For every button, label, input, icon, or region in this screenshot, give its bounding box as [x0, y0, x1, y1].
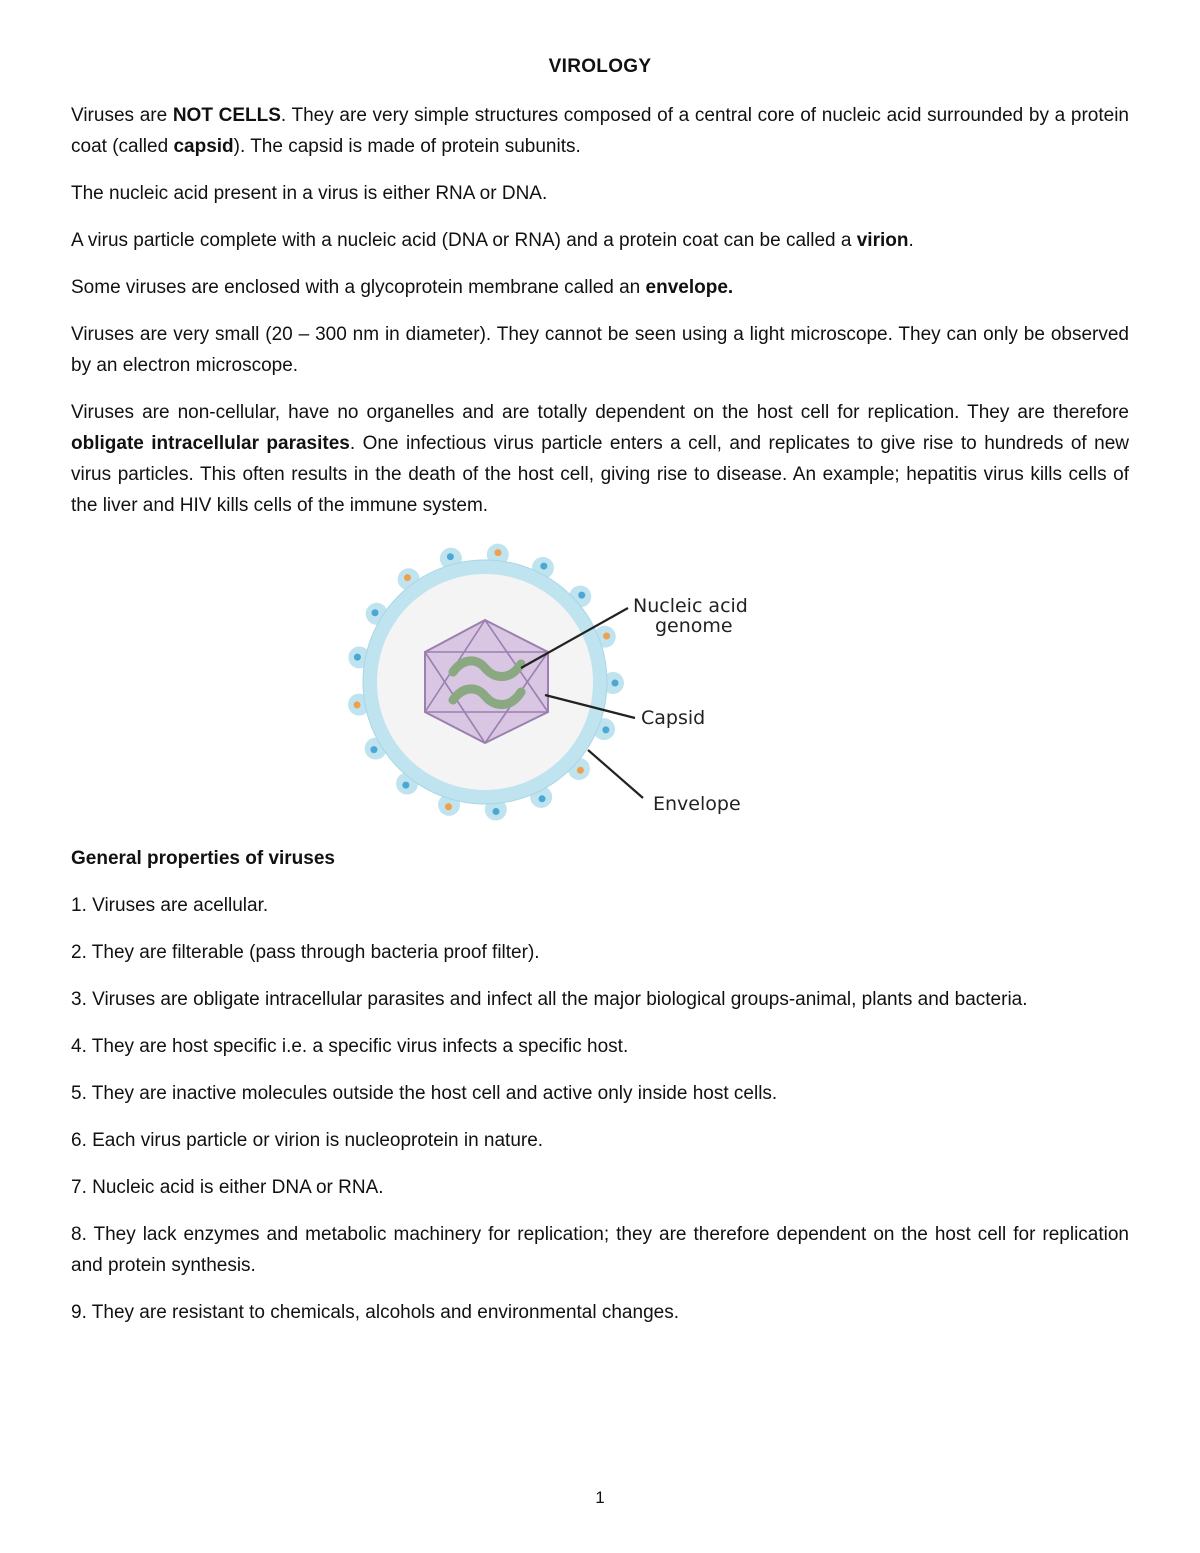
spike-glycoprotein	[404, 574, 411, 581]
intro-paragraph-3: A virus particle complete with a nucleic acid (DNA or RNA) and a protein coat can be called a virion.	[71, 230, 914, 251]
property-item-6: 6. Each virus particle or virion is nucleoprotein in nature.	[71, 1130, 544, 1151]
spike-glycoprotein	[577, 767, 584, 774]
property-item-4: 4. They are host specific i.e. a specific virus infects a specific host.	[71, 1036, 629, 1057]
bold-virion: virion	[856, 230, 909, 251]
virus-diagram-svg	[345, 540, 785, 830]
property-item-8: 8. They lack enzymes and metabolic machinery for replication; they are therefore dependent on the host cell for replication and protein synthesis.	[71, 1224, 1129, 1276]
spike-glycoprotein	[603, 632, 610, 639]
spike-glycoprotein	[447, 553, 454, 560]
spike-glycoprotein	[578, 592, 585, 599]
spike-glycoprotein	[539, 795, 546, 802]
envelope-pointer	[588, 750, 643, 798]
page-number: 1	[595, 1488, 605, 1507]
label-genome-line2: genome	[655, 615, 733, 637]
spike-glycoprotein	[494, 549, 501, 556]
label-envelope: Envelope	[653, 793, 741, 815]
intro-paragraph-5: Viruses are very small (20 – 300 nm in diameter). They cannot be seen using a light microscope. They can only be observed by an electron microscope.	[71, 324, 1129, 376]
properties-section	[71, 843, 1129, 1344]
virus-diagram	[345, 540, 785, 830]
property-item-3: 3. Viruses are obligate intracellular parasites and infect all the major biological groups-animal, plants and bacteria.	[71, 989, 1028, 1010]
bold-obligate-parasites: obligate intracellular parasites	[71, 433, 350, 454]
label-genome-line1: Nucleic acid	[633, 595, 748, 617]
spike-glycoprotein	[370, 746, 377, 753]
property-item-7: 7. Nucleic acid is either DNA or RNA.	[71, 1177, 384, 1198]
intro-paragraph-6: Viruses are non-cellular, have no organelles and are totally dependent on the host cell for replication. They are therefore obligate intracellular parasites. One infectious virus particle enters a cell, and replicates to give rise to hundreds of new virus particles. This often results in the death of the host cell, giving rise to disease. An example; hepatitis virus kills cells of the liver and HIV kills cells of the immune system.	[71, 402, 1129, 516]
property-item-2: 2. They are filterable (pass through bacteria proof filter).	[71, 942, 540, 963]
spike-glycoprotein	[402, 782, 409, 789]
property-item-5: 5. They are inactive molecules outside the host cell and active only inside host cells.	[71, 1083, 778, 1104]
spike-glycoprotein	[540, 563, 547, 570]
intro-paragraph-1: Viruses are NOT CELLS. They are very simple structures composed of a central core of nucleic acid surrounded by a protein coat (called capsid). The capsid is made of protein subunits.	[71, 105, 1129, 157]
intro-paragraph-4: Some viruses are enclosed with a glycoprotein membrane called an envelope.	[71, 277, 734, 298]
spike-glycoprotein	[611, 679, 618, 686]
intro-section	[71, 100, 1129, 537]
bold-capsid: capsid	[173, 136, 234, 157]
label-capsid: Capsid	[641, 707, 706, 729]
property-item-1: 1. Viruses are acellular.	[71, 895, 269, 916]
spike-glycoprotein	[602, 726, 609, 733]
spike-glycoprotein	[493, 808, 500, 815]
intro-paragraph-2: The nucleic acid present in a virus is either RNA or DNA.	[71, 183, 548, 204]
bold-envelope: envelope.	[645, 277, 734, 298]
property-item-9: 9. They are resistant to chemicals, alcohols and environmental changes.	[71, 1302, 679, 1323]
spike-glycoprotein	[445, 803, 452, 810]
bold-not-cells: NOT CELLS	[172, 105, 281, 126]
spike-glycoprotein	[371, 609, 378, 616]
spike-glycoprotein	[354, 654, 361, 661]
properties-heading: General properties of viruses	[71, 848, 335, 869]
page-title: VIROLOGY	[548, 56, 652, 77]
spike-glycoprotein	[354, 701, 361, 708]
